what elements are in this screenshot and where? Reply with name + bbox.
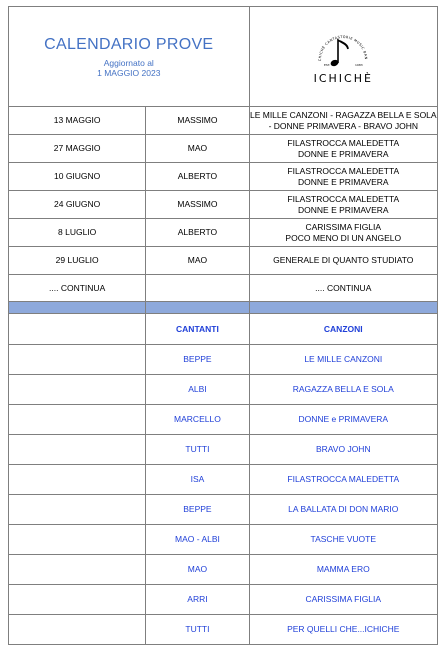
- schedule-date: 27 MAGGIO: [9, 135, 146, 163]
- singer-name: ALBI: [146, 375, 249, 405]
- singers-header: CANTANTI: [146, 314, 249, 345]
- singer-name: MAO: [146, 555, 249, 585]
- schedule-songs: [249, 163, 437, 191]
- song-row: [9, 435, 438, 465]
- songs-header: CANZONI: [249, 314, 437, 345]
- logo-arc-text: CHICHÈ CANTASTORIE MUSIC BAN: [318, 34, 369, 61]
- logo-wordmark: ICHICHÈ: [313, 71, 373, 85]
- schedule-date: 10 GIUGNO: [9, 163, 146, 191]
- empty-cell: [9, 555, 146, 585]
- song-line: CARISSIMA FIGLIA: [305, 221, 382, 232]
- separator-band: [9, 302, 438, 314]
- song-row: [9, 405, 438, 435]
- schedule-row: [9, 247, 438, 275]
- schedule-date: 29 LUGLIO: [9, 247, 146, 275]
- continue-empty: [146, 275, 249, 302]
- singer-name: TUTTI: [146, 615, 249, 645]
- singer-name: MARCELLO: [146, 405, 249, 435]
- singer-name: BEPPE: [146, 495, 249, 525]
- schedule-person: ALBERTO: [146, 163, 249, 191]
- schedule-row: [9, 163, 438, 191]
- schedule-songs: [249, 135, 437, 163]
- song-line: POCO MENO DI UN ANGELO: [285, 232, 402, 243]
- rehearsal-calendar-sheet: [8, 6, 438, 645]
- song-line: FILASTROCCA MALEDETTA: [287, 193, 400, 204]
- schedule-row: [9, 135, 438, 163]
- song-row: [9, 555, 438, 585]
- song-title: TASCHE VUOTE: [249, 525, 437, 555]
- schedule-songs: [249, 219, 437, 247]
- header-row: [9, 7, 438, 107]
- empty-cell: [9, 345, 146, 375]
- song-title: PER QUELLI CHE...ICHICHE: [249, 615, 437, 645]
- song-row: [9, 525, 438, 555]
- song-row: [9, 375, 438, 405]
- song-line: FILASTROCCA MALEDETTA: [287, 137, 400, 148]
- song-line: FILASTROCCA MALEDETTA: [287, 165, 400, 176]
- song-line: LE MILLE CANZONI - RAGAZZA BELLA E SOLA: [249, 109, 437, 120]
- svg-text:ICHICHÈ CANTASTORIE MUSIC BAND: [313, 30, 368, 61]
- continue-row: [9, 275, 438, 302]
- singer-name: MAO - ALBI: [146, 525, 249, 555]
- empty-cell: [9, 465, 146, 495]
- schedule-row: [9, 219, 438, 247]
- singer-name: ISA: [146, 465, 249, 495]
- schedule-person: MAO: [146, 247, 249, 275]
- empty-cell: [9, 435, 146, 465]
- logo-est-text: EST.: [324, 62, 331, 67]
- schedule-date: 24 GIUGNO: [9, 191, 146, 219]
- song-row: [9, 495, 438, 525]
- logo-cell: [249, 7, 437, 107]
- updated-label: Aggiornato al: [103, 58, 154, 68]
- singer-name: ARRI: [146, 585, 249, 615]
- empty-cell: [9, 314, 146, 345]
- calendar-table: [8, 6, 438, 645]
- band-logo: [250, 30, 437, 84]
- schedule-person: MAO: [146, 135, 249, 163]
- empty-cell: [9, 405, 146, 435]
- song-title: DONNE e PRIMAVERA: [249, 405, 437, 435]
- empty-cell: [9, 375, 146, 405]
- schedule-songs: [249, 107, 437, 135]
- song-row: [9, 465, 438, 495]
- schedule-person: MASSIMO: [146, 107, 249, 135]
- song-line: DONNE E PRIMAVERA: [298, 148, 389, 159]
- schedule-date: 13 MAGGIO: [9, 107, 146, 135]
- singer-name: BEPPE: [146, 345, 249, 375]
- song-line: - DONNE PRIMAVERA - BRAVO JOHN: [268, 120, 418, 131]
- song-line: DONNE E PRIMAVERA: [298, 204, 389, 215]
- schedule-row: [9, 107, 438, 135]
- song-title: CARISSIMA FIGLIA: [249, 585, 437, 615]
- song-title: MAMMA ERO: [249, 555, 437, 585]
- schedule-songs: [249, 191, 437, 219]
- empty-cell: [9, 495, 146, 525]
- band-cell: [9, 302, 146, 314]
- continue-left: .... CONTINUA: [9, 275, 146, 302]
- band-cell: [146, 302, 249, 314]
- song-title: FILASTROCCA MALEDETTA: [249, 465, 437, 495]
- song-title: LA BALLATA DI DON MARIO: [249, 495, 437, 525]
- songs-header-row: [9, 314, 438, 345]
- logo-year-text: 1983: [355, 62, 363, 67]
- empty-cell: [9, 615, 146, 645]
- title-cell: [9, 7, 250, 107]
- schedule-row: [9, 191, 438, 219]
- song-title: RAGAZZA BELLA E SOLA: [249, 375, 437, 405]
- schedule-songs: GENERALE DI QUANTO STUDIATO: [249, 247, 437, 275]
- singer-name: TUTTI: [146, 435, 249, 465]
- music-note-icon: [313, 30, 373, 72]
- schedule-person: MASSIMO: [146, 191, 249, 219]
- empty-cell: [9, 585, 146, 615]
- song-row: [9, 615, 438, 645]
- continue-right: .... CONTINUA: [249, 275, 437, 302]
- updated-date: 1 MAGGIO 2023: [97, 68, 161, 78]
- page-title: CALENDARIO PROVE: [44, 36, 214, 53]
- schedule-date: 8 LUGLIO: [9, 219, 146, 247]
- song-row: [9, 585, 438, 615]
- song-title: LE MILLE CANZONI: [249, 345, 437, 375]
- song-title: BRAVO JOHN: [249, 435, 437, 465]
- band-cell: [249, 302, 437, 314]
- empty-cell: [9, 525, 146, 555]
- song-line: DONNE E PRIMAVERA: [298, 176, 389, 187]
- song-row: [9, 345, 438, 375]
- schedule-person: ALBERTO: [146, 219, 249, 247]
